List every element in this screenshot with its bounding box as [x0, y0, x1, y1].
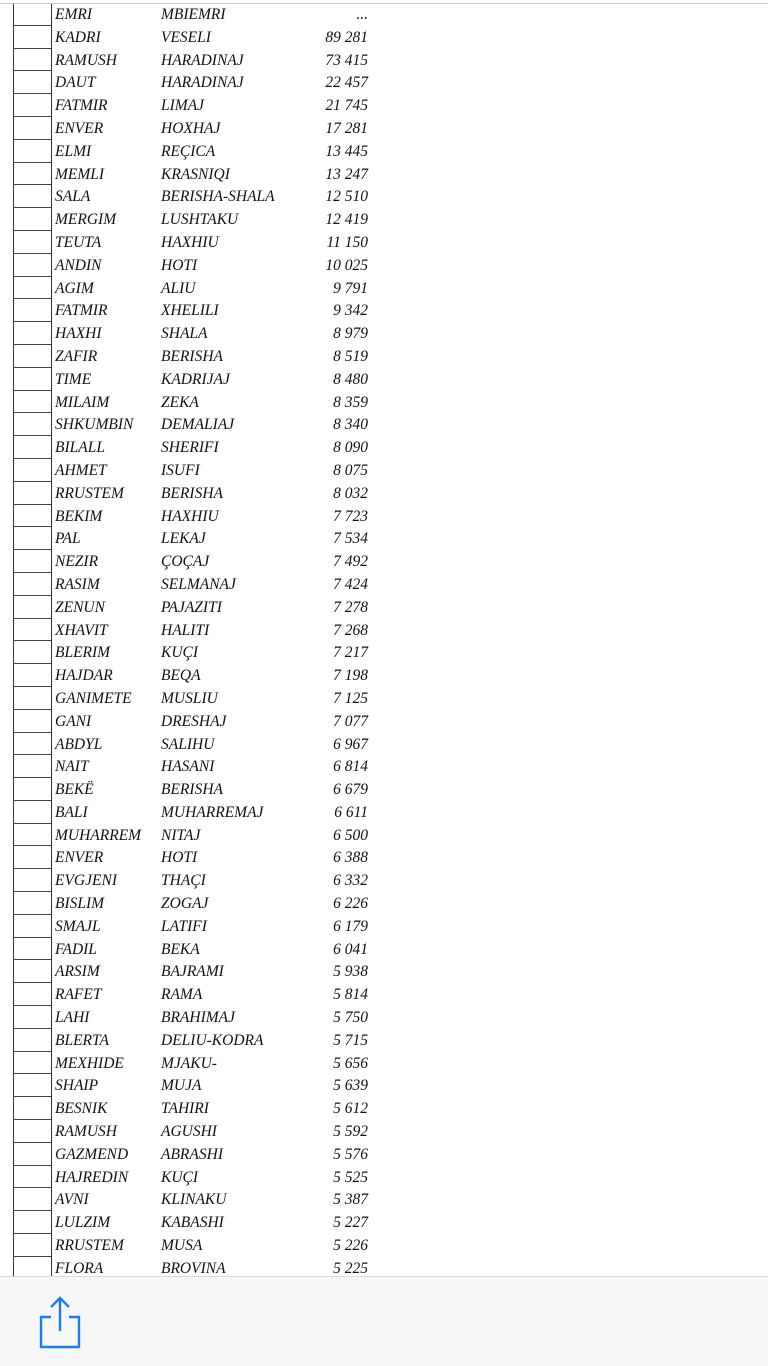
first-name: BLERIM — [55, 644, 111, 662]
vote-count: 13 445 — [325, 142, 368, 160]
first-name: RAFET — [55, 986, 102, 1004]
vote-count: 6 179 — [333, 917, 368, 935]
last-name: ISUFI — [161, 461, 200, 479]
row-number-cell — [14, 117, 51, 140]
row-number-cell — [14, 459, 51, 482]
row-number-cell — [14, 915, 51, 938]
first-name: PAL — [55, 530, 81, 548]
row-number-cell — [14, 208, 51, 231]
table-row — [0, 641, 768, 664]
last-name: DEMALIAJ — [161, 416, 235, 434]
table-row — [0, 94, 768, 117]
last-name: DRESHAJ — [161, 712, 227, 730]
last-name: BRAHIMAJ — [161, 1009, 236, 1027]
vote-count: 6 226 — [333, 895, 368, 913]
row-number-cell — [14, 960, 51, 983]
vote-count: 8 340 — [333, 416, 368, 434]
vote-count: 5 225 — [333, 1259, 368, 1276]
vote-count: 8 519 — [333, 347, 368, 365]
last-name: THAÇI — [161, 872, 206, 890]
vote-count: 6 679 — [333, 781, 368, 799]
row-number-cell — [14, 824, 51, 847]
vote-count: 11 150 — [326, 233, 368, 251]
row-number-cell — [14, 1052, 51, 1075]
last-name: VESELI — [161, 28, 211, 46]
vote-count: 22 457 — [325, 74, 368, 92]
vote-count: 5 715 — [333, 1031, 368, 1049]
table-row — [0, 869, 768, 892]
vote-count: 5 226 — [333, 1237, 368, 1255]
last-name: SHERIFI — [161, 439, 219, 457]
last-name: MJAKU- — [161, 1054, 217, 1072]
vote-count: 5 639 — [333, 1077, 368, 1095]
vote-count: 7 723 — [333, 507, 368, 525]
row-number-cell — [14, 619, 51, 642]
vote-count: 6 500 — [333, 826, 368, 844]
row-number-cell — [14, 801, 51, 824]
table-row — [0, 687, 768, 710]
last-name: HOTI — [161, 849, 198, 867]
share-icon — [36, 1295, 84, 1351]
row-number-cell — [14, 3, 51, 26]
row-number-cell — [14, 163, 51, 186]
table-row — [0, 983, 768, 1006]
first-name: AVNI — [55, 1191, 89, 1209]
table-row — [0, 163, 768, 186]
first-name: ZENUN — [55, 598, 105, 616]
first-name: NEZIR — [55, 553, 99, 571]
last-name: HOXHAJ — [161, 119, 221, 137]
first-name: RRUSTEM — [55, 484, 124, 502]
row-number-cell — [14, 1166, 51, 1189]
table-row — [0, 208, 768, 231]
first-name: FATMIR — [55, 302, 108, 320]
table-row — [0, 527, 768, 550]
first-name: MERGIM — [55, 211, 117, 229]
row-number-cell — [14, 94, 51, 117]
last-name: MUSLIU — [161, 689, 218, 707]
first-name: GAZMEND — [55, 1145, 129, 1163]
first-name: BEKIM — [55, 507, 103, 525]
first-name: ELMI — [55, 142, 92, 160]
first-name: AHMET — [55, 461, 107, 479]
row-number-cell — [14, 482, 51, 505]
table-row — [0, 824, 768, 847]
row-number-cell — [14, 733, 51, 756]
row-number-cell — [14, 368, 51, 391]
first-name: DAUT — [55, 74, 96, 92]
table-row — [0, 1234, 768, 1257]
first-name: NAIT — [55, 758, 89, 776]
vote-count: 7 492 — [333, 553, 368, 571]
row-number-cell — [14, 1120, 51, 1143]
table-row — [0, 1006, 768, 1029]
row-number-cell — [14, 527, 51, 550]
row-number-cell — [14, 1211, 51, 1234]
table-row — [0, 231, 768, 254]
first-name: HAXHI — [55, 325, 102, 343]
first-name: RAMUSH — [55, 51, 117, 69]
table-row — [0, 710, 768, 733]
vote-count: 6 388 — [333, 849, 368, 867]
last-name: KRASNIQI — [161, 165, 230, 183]
vote-count: 5 525 — [333, 1168, 368, 1186]
last-name: HARADINAJ — [161, 74, 244, 92]
last-name: XHELILI — [161, 302, 219, 320]
row-number-cell — [14, 1029, 51, 1052]
first-name: TEUTA — [55, 233, 102, 251]
first-name: RASIM — [55, 575, 100, 593]
first-name: SMAJL — [55, 917, 101, 935]
last-name: LEKAJ — [161, 530, 206, 548]
first-name: ENVER — [55, 849, 104, 867]
table-row — [0, 1166, 768, 1189]
share-button[interactable] — [36, 1295, 84, 1351]
row-number-cell — [14, 641, 51, 664]
table-row — [0, 1257, 768, 1276]
first-name: MEXHIDE — [55, 1054, 124, 1072]
last-name: DELIU-KODRA — [161, 1031, 264, 1049]
last-name: SHALA — [161, 325, 208, 343]
table-row — [0, 3, 768, 26]
row-number-cell — [14, 140, 51, 163]
last-name: BERISHA — [161, 781, 223, 799]
first-name: XHAVIT — [55, 621, 108, 639]
last-name: HOTI — [161, 256, 198, 274]
bottom-toolbar — [0, 1276, 768, 1366]
last-name: SALIHU — [161, 735, 215, 753]
table-row — [0, 505, 768, 528]
table-row — [0, 1120, 768, 1143]
row-number-cell — [14, 778, 51, 801]
vote-count: 7 125 — [333, 689, 368, 707]
row-number-cell — [14, 345, 51, 368]
table-row — [0, 391, 768, 414]
first-name: EVGJENI — [55, 872, 117, 890]
vote-count: 5 576 — [333, 1145, 368, 1163]
last-name: BEKA — [161, 940, 200, 958]
last-name: ZEKA — [161, 393, 199, 411]
vote-count: 5 387 — [333, 1191, 368, 1209]
first-name: FLORA — [55, 1259, 104, 1276]
last-name: ABRASHI — [161, 1145, 223, 1163]
vote-count: 6 041 — [333, 940, 368, 958]
first-name: BLERTA — [55, 1031, 109, 1049]
first-name: BALI — [55, 803, 88, 821]
first-name: MILAIM — [55, 393, 110, 411]
first-name: AGIM — [55, 279, 94, 297]
table-row — [0, 892, 768, 915]
last-name: MUSA — [161, 1237, 203, 1255]
table-row — [0, 938, 768, 961]
last-name: MUJA — [161, 1077, 202, 1095]
table-row — [0, 573, 768, 596]
last-name: KUÇI — [161, 1168, 199, 1186]
first-name: ANDIN — [55, 256, 102, 274]
row-number-cell — [14, 231, 51, 254]
table-row — [0, 436, 768, 459]
last-name: BROVINA — [161, 1259, 226, 1276]
row-number-cell — [14, 277, 51, 300]
table-row — [0, 482, 768, 505]
vote-count: 89 281 — [325, 28, 368, 46]
table-row — [0, 459, 768, 482]
last-name: ZOGAJ — [161, 895, 209, 913]
row-number-cell — [14, 185, 51, 208]
last-name: LATIFI — [161, 917, 207, 935]
first-name: TIME — [55, 370, 92, 388]
row-number-cell — [14, 550, 51, 573]
last-name: MUHARREMAJ — [161, 803, 264, 821]
vote-count: 13 247 — [325, 165, 368, 183]
table-row — [0, 1211, 768, 1234]
table-row — [0, 596, 768, 619]
vote-count: 5 227 — [333, 1214, 368, 1232]
row-number-cell — [14, 755, 51, 778]
table-row — [0, 71, 768, 94]
first-name: MEMLI — [55, 165, 105, 183]
row-number-cell — [14, 710, 51, 733]
row-number-cell — [14, 391, 51, 414]
last-name: ALIU — [161, 279, 196, 297]
table-row — [0, 1143, 768, 1166]
vote-count: 21 745 — [325, 97, 368, 115]
vote-count: 7 424 — [333, 575, 368, 593]
vote-count: 8 090 — [333, 439, 368, 457]
table-row — [0, 846, 768, 869]
row-number-cell — [14, 983, 51, 1006]
row-number-cell — [14, 299, 51, 322]
table-row — [0, 619, 768, 642]
row-number-cell — [14, 1257, 51, 1276]
last-name: PAJAZITI — [161, 598, 222, 616]
vote-count: 8 032 — [333, 484, 368, 502]
first-name: BEKË — [55, 781, 94, 799]
first-name: MUHARREM — [55, 826, 142, 844]
vote-count: 5 938 — [333, 963, 368, 981]
first-name: LULZIM — [55, 1214, 111, 1232]
vote-count: 6 332 — [333, 872, 368, 890]
first-name: BESNIK — [55, 1100, 108, 1118]
last-name: LUSHTAKU — [161, 211, 239, 229]
first-name: RRUSTEM — [55, 1237, 124, 1255]
table-row — [0, 664, 768, 687]
vote-count: 8 480 — [333, 370, 368, 388]
row-number-cell — [14, 413, 51, 436]
vote-count: 6 611 — [334, 803, 368, 821]
last-name: HAXHIU — [161, 233, 219, 251]
table-row — [0, 26, 768, 49]
last-name: HARADINAJ — [161, 51, 244, 69]
row-number-cell — [14, 26, 51, 49]
table-row — [0, 49, 768, 72]
vote-count: 7 278 — [333, 598, 368, 616]
last-name: BERISHA — [161, 347, 223, 365]
candidate-table — [0, 3, 768, 1276]
first-name: SHAIP — [55, 1077, 99, 1095]
first-name: LAHI — [55, 1009, 90, 1027]
table-row — [0, 1188, 768, 1211]
first-name: RAMUSH — [55, 1123, 117, 1141]
last-name: HAXHIU — [161, 507, 219, 525]
vote-count: 12 510 — [325, 188, 368, 206]
table-row — [0, 345, 768, 368]
vote-count: 6 814 — [333, 758, 368, 776]
table-row — [0, 550, 768, 573]
table-row — [0, 117, 768, 140]
table-row — [0, 299, 768, 322]
table-row — [0, 733, 768, 756]
row-number-cell — [14, 505, 51, 528]
row-number-cell — [14, 436, 51, 459]
vote-count: 10 025 — [325, 256, 368, 274]
row-number-cell — [14, 71, 51, 94]
table-row — [0, 140, 768, 163]
table-row — [0, 1097, 768, 1120]
last-name: ÇOÇAJ — [161, 553, 210, 571]
vote-count: 7 534 — [333, 530, 368, 548]
first-name: ENVER — [55, 119, 104, 137]
vote-count: 5 750 — [333, 1009, 368, 1027]
table-row — [0, 778, 768, 801]
vote-count: 8 359 — [333, 393, 368, 411]
vote-count: 73 415 — [325, 51, 368, 69]
row-number-cell — [14, 1188, 51, 1211]
last-name: KUÇI — [161, 644, 199, 662]
row-number-cell — [14, 1074, 51, 1097]
last-name: TAHIRI — [161, 1100, 209, 1118]
vote-count: ... — [356, 6, 368, 23]
table-row — [0, 801, 768, 824]
row-number-cell — [14, 1097, 51, 1120]
vote-count: 6 967 — [333, 735, 368, 753]
row-number-cell — [14, 596, 51, 619]
first-name: FATMIR — [55, 97, 108, 115]
vote-count: 8 075 — [333, 461, 368, 479]
table-row — [0, 322, 768, 345]
first-name: GANI — [55, 712, 92, 730]
last-name: MBIEMRI — [161, 6, 226, 23]
last-name: HASANI — [161, 758, 215, 776]
first-name: KADRI — [55, 28, 101, 46]
first-name: BILALL — [55, 439, 105, 457]
last-name: BEQA — [161, 667, 201, 685]
row-number-cell — [14, 322, 51, 345]
row-number-cell — [14, 1143, 51, 1166]
row-number-cell — [14, 687, 51, 710]
last-name: BERISHA — [161, 484, 223, 502]
first-name: BISLIM — [55, 895, 105, 913]
first-name: SALA — [55, 188, 91, 206]
row-number-cell — [14, 892, 51, 915]
table-row — [0, 254, 768, 277]
first-name: EMRI — [55, 6, 93, 23]
row-number-cell — [14, 938, 51, 961]
vote-count: 17 281 — [325, 119, 368, 137]
last-name: RAMA — [161, 986, 203, 1004]
table-row — [0, 1074, 768, 1097]
first-name: ZAFIR — [55, 347, 98, 365]
table-row — [0, 185, 768, 208]
row-number-cell — [14, 869, 51, 892]
row-number-cell — [14, 254, 51, 277]
last-name: KLINAKU — [161, 1191, 227, 1209]
last-name: REÇICA — [161, 142, 216, 160]
vote-count: 12 419 — [325, 211, 368, 229]
last-name: HALITI — [161, 621, 210, 639]
vote-count: 5 612 — [333, 1100, 368, 1118]
row-number-cell — [14, 573, 51, 596]
first-name: HAJDAR — [55, 667, 113, 685]
first-name: GANIMETE — [55, 689, 132, 707]
first-name: ABDYL — [55, 735, 103, 753]
vote-count: 7 077 — [333, 712, 368, 730]
last-name: KABASHI — [161, 1214, 224, 1232]
vote-count: 7 217 — [333, 644, 368, 662]
last-name: KADRIJAJ — [161, 370, 230, 388]
table-row — [0, 277, 768, 300]
last-name: BERISHA-SHALA — [161, 188, 275, 206]
first-name: ARSIM — [55, 963, 100, 981]
vote-count: 7 198 — [333, 667, 368, 685]
last-name: LIMAJ — [161, 97, 205, 115]
table-row — [0, 413, 768, 436]
row-number-cell — [14, 846, 51, 869]
last-name: BAJRAMI — [161, 963, 224, 981]
row-number-cell — [14, 1234, 51, 1257]
vote-count: 7 268 — [333, 621, 368, 639]
table-row — [0, 960, 768, 983]
vote-count: 8 979 — [333, 325, 368, 343]
row-number-cell — [14, 664, 51, 687]
first-name: SHKUMBIN — [55, 416, 134, 434]
vote-count: 9 342 — [333, 302, 368, 320]
table-row — [0, 755, 768, 778]
table-row — [0, 1052, 768, 1075]
last-name: SELMANAJ — [161, 575, 236, 593]
row-number-cell — [14, 1006, 51, 1029]
table-row — [0, 368, 768, 391]
table-row — [0, 915, 768, 938]
row-number-cell — [14, 49, 51, 72]
vote-count: 9 791 — [333, 279, 368, 297]
vote-count: 5 656 — [333, 1054, 368, 1072]
table-row — [0, 1029, 768, 1052]
vote-count: 5 592 — [333, 1123, 368, 1141]
vote-count: 5 814 — [333, 986, 368, 1004]
first-name: HAJREDIN — [55, 1168, 129, 1186]
last-name: AGUSHI — [161, 1123, 217, 1141]
first-name: FADIL — [55, 940, 97, 958]
last-name: NITAJ — [161, 826, 201, 844]
